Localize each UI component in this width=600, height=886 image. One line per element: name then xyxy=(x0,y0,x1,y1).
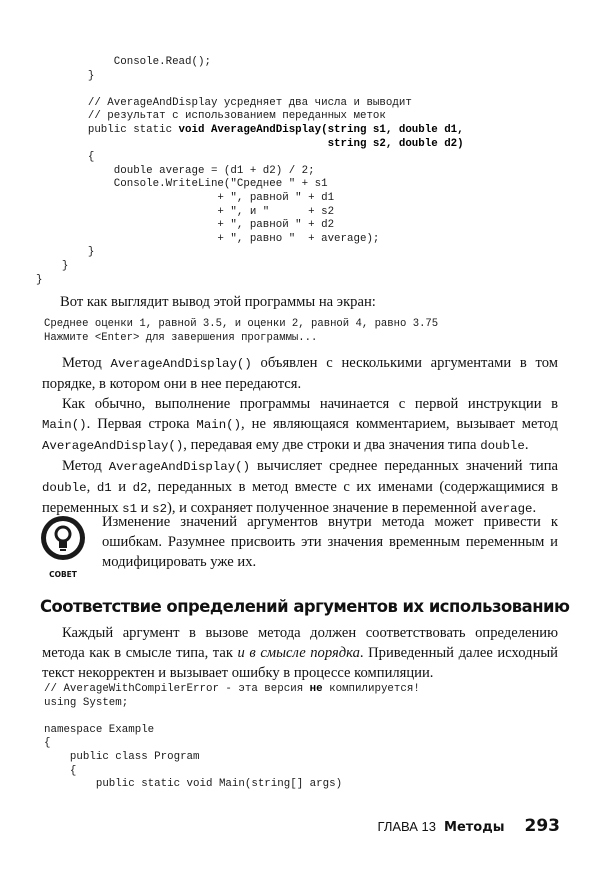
code-line: public class Program xyxy=(44,750,200,763)
output-line: Среднее оценки 1, равной 3.5, и оценки 2, равной 4, равно 3.75 xyxy=(44,318,439,330)
code-line: // AverageAndDisplay усредняет два числа и выводит xyxy=(36,96,412,109)
code-line: double average = (d1 + d2) / 2; xyxy=(36,164,315,177)
code-line: namespace Example xyxy=(44,723,155,736)
paragraph-4: Каждый аргумент в вызове метода должен соответствовать определению метода как в смысле типа, так и в смысле порядка. Приведенный далее исходный текст некорректен и вызывает ошибку в процессе компиляции. xyxy=(42,625,558,681)
body-paragraphs xyxy=(42,353,558,519)
code-bold: не xyxy=(309,683,323,695)
program-output xyxy=(44,318,438,345)
tip-text: Изменение значений аргументов внутри метода может привести к ошибкам. Разумнее присвоить эти значения временным переменным и модифицировать уже их. xyxy=(102,514,558,570)
page-number: 293 xyxy=(524,816,560,836)
paragraph-1: Метод AverageAndDisplay() объявлен с несколькими аргументами в том порядке, в котором они в нее передаются. xyxy=(42,355,558,392)
italic-emphasis: и в смысле порядка xyxy=(237,645,360,661)
section-heading: Соответствие определений аргументов их использованию xyxy=(40,597,570,616)
tip-icon-wrap xyxy=(40,514,86,579)
output-intro xyxy=(60,292,558,312)
lightbulb-icon xyxy=(40,514,86,564)
code-line: } xyxy=(36,69,95,82)
footer-title: Методы xyxy=(444,820,505,835)
paragraph-2: Как обычно, выполнение программы начинается с первой инструкции в Main(). Первая строка Main(), не являющаяся комментарием, вызывает метод AverageAndDisplay(), передавая ему две строки и два значения типа double. xyxy=(42,396,558,453)
code-line: { xyxy=(36,151,95,164)
code-line: } xyxy=(36,273,43,286)
code-line: // результат с использованием переданных меток xyxy=(36,110,386,123)
tip-label: СОВЕТ xyxy=(49,570,77,579)
code-block-bottom: // AverageWithCompilerError - эта версия не компилируется! using System; namespace Example { public class Program { public static void Main(string[] args) xyxy=(44,683,420,791)
code-line: + ", равно " + average); xyxy=(36,232,380,245)
code-line: Console.Read(); xyxy=(36,56,211,68)
code-line: { xyxy=(44,737,51,750)
code-line: + ", равной " + d1 xyxy=(36,191,335,204)
code-bold: void AverageAndDisplay(string s1, double d1, xyxy=(178,123,464,136)
code-block-top: Console.Read(); } // AverageAndDisplay усредняет два числа и выводит // результат с использованием переданных меток public static void AverageAndDisplay(string s1, double d1, string s2, double d2) { double average = (d1 + d2) / 2; Console.WriteLine("Среднее " + s1 + ", равной " + d1 + ", и " + s2 + ", равной " + d2 + ", равно " + average); } } } xyxy=(36,56,464,286)
code-line: } xyxy=(36,246,95,259)
code-bold: string s2, double d2) xyxy=(327,137,464,150)
tip-box xyxy=(40,512,560,584)
output-line: Нажмите <Enter> для завершения программы... xyxy=(44,331,318,344)
page-footer xyxy=(360,816,560,838)
code-line: Console.WriteLine("Среднее " + s1 xyxy=(36,178,328,191)
paragraph-3: Метод AverageAndDisplay() вычисляет среднее переданных значений типа double, d1 и d2, переданных в метод вместе с их именами (содержащимися в переменных s1 и s2), и сохраняет полученное значение в переменной average. xyxy=(42,458,559,516)
code-line: + ", равной " + d2 xyxy=(36,219,335,232)
code-line: using System; xyxy=(44,696,129,709)
code-line: { xyxy=(44,764,77,777)
code-line: } xyxy=(36,259,69,272)
code-line: public static void Main(string[] args) xyxy=(44,778,343,791)
code-line: + ", и " + s2 xyxy=(36,205,335,218)
footer-chapter: ГЛАВА 13 xyxy=(377,819,437,834)
output-intro-text: Вот как выглядит вывод этой программы на экран: xyxy=(60,294,376,310)
